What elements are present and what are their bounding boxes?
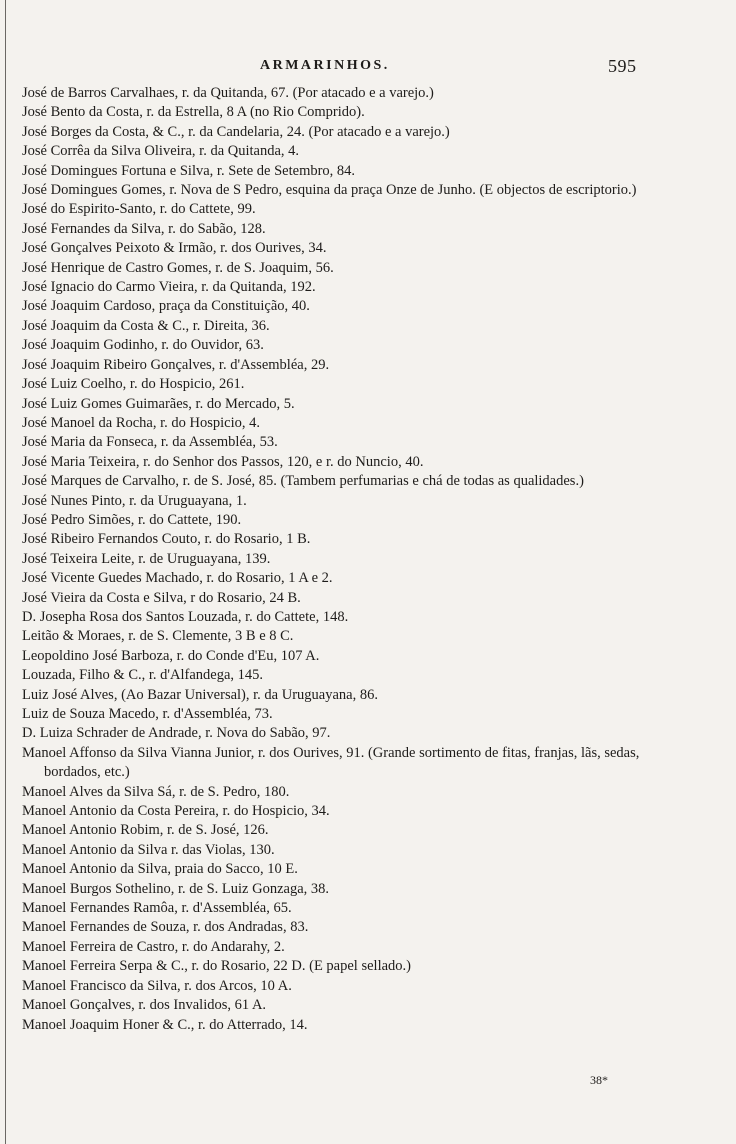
directory-entry: José Maria Teixeira, r. do Senhor dos Passos, 120, e r. do Nuncio, 40. [22,453,424,470]
directory-entry: José Joaquim Cardoso, praça da Constituição, 40. [22,298,310,315]
directory-entry: José Vicente Guedes Machado, r. do Rosario, 1 A e 2. [22,570,333,587]
directory-entry: José Joaquim da Costa & C., r. Direita, 36. [22,317,270,334]
directory-entry: José Bento da Costa, r. da Estrella, 8 A (no Rio Comprido). [22,104,365,121]
directory-entry: Manoel Antonio da Costa Pereira, r. do Hospicio, 34. [22,803,330,820]
directory-entry: Manoel Burgos Sothelino, r. de S. Luiz Gonzaga, 38. [22,880,330,897]
directory-entry: D. Josepha Rosa dos Santos Louzada, r. do Cattete, 148. [22,608,349,625]
directory-entry: José Vieira da Costa e Silva, r do Rosario, 24 B. [22,589,301,606]
directory-entry: Manoel Fernandes Ramôa, r. d'Assembléa, 65. [22,900,292,917]
directory-entry: José Ignacio do Carmo Vieira, r. da Quitanda, 192. [22,279,316,296]
directory-entry: Leopoldino José Barboza, r. do Conde d'Eu, 107 A. [22,647,320,664]
directory-entry: Manoel Joaquim Honer & C., r. do Atterrado, 14. [22,1016,308,1033]
directory-entry: Luiz José Alves, (Ao Bazar Universal), r. da Uruguayana, 86. [22,686,378,703]
directory-entry: Manoel Ferreira Serpa & C., r. do Rosario, 22 D. (E papel sellado.) [22,958,411,975]
directory-entry: Manoel Alves da Silva Sá, r. de S. Pedro, 180. [22,783,290,800]
directory-entry: Luiz de Souza Macedo, r. d'Assembléa, 73. [22,706,273,722]
directory-entry: D. Luiza Schrader de Andrade, r. Nova do Sabão, 97. [22,725,331,742]
directory-entry: José Corrêa da Silva Oliveira, r. da Quitanda, 4. [22,143,300,160]
directory-entry: José Nunes Pinto, r. da Uruguayana, 1. [22,492,247,509]
directory-entry: José Marques de Carvalho, r. de S. José, 85. (Tambem perfumarias e chá de todas as qualidades.) [22,473,584,490]
page-edge-rule [5,0,6,1144]
directory-entry: José Pedro Simões, r. do Cattete, 190. [22,511,242,528]
directory-entry: José Manoel da Rocha, r. do Hospicio, 4. [22,414,261,431]
directory-entry: Leitão & Moraes, r. de S. Clemente, 3 B e 8 C. [22,628,294,645]
directory-entry: Manoel Antonio da Silva, praia do Sacco, 10 E. [22,861,298,878]
directory-entry: Manoel Gonçalves, r. dos Invalidos, 61 A. [22,997,267,1014]
directory-entry: José Luiz Gomes Guimarães, r. do Mercado, 5. [22,395,295,412]
page-number: 595 [608,56,637,76]
directory-entry: José Domingues Gomes, r. Nova de S Pedro, esquina da praça Onze de Junho. (E objectos de escriptorio.) [22,182,637,199]
directory-entry: Manoel Ferreira de Castro, r. do Andarahy, 2. [22,938,285,955]
directory-entry: José Fernandes da Silva, r. do Sabão, 128. [22,220,266,237]
directory-entry: José Gonçalves Peixoto & Irmão, r. dos Ourives, 34. [22,240,327,257]
directory-entry: Manoel Antonio da Silva r. das Violas, 130. [22,841,275,858]
directory-entry: José Joaquim Ribeiro Gonçalves, r. d'Assembléa, 29. [22,356,330,373]
directory-entry: Louzada, Filho & C., r. d'Alfandega, 145. [22,667,264,684]
directory-entry: José Teixeira Leite, r. de Uruguayana, 139. [22,550,271,567]
directory-entry: José Luiz Coelho, r. do Hospicio, 261. [22,376,245,393]
directory-entry: Manoel Antonio Robim, r. de S. José, 126. [22,822,269,839]
running-title: ARMARINHOS. [260,58,390,73]
directory-entry: José Domingues Fortuna e Silva, r. Sete de Setembro, 84. [22,162,356,179]
directory-entry: José Maria da Fonseca, r. da Assembléa, 53. [22,434,278,451]
directory-entry: José Borges da Costa, & C., r. da Candelaria, 24. (Por atacado e a varejo.) [22,123,450,140]
directory-entry: Manoel Fernandes de Souza, r. dos Andradas, 83. [22,919,309,936]
directory-entry: José de Barros Carvalhaes, r. da Quitanda, 67. (Por atacado e a varejo.) [22,85,434,101]
directory-entry: Manoel Francisco da Silva, r. dos Arcos, 10 A. [22,977,292,994]
signature-mark: 38* [590,1073,608,1087]
directory-entry: José Joaquim Godinho, r. do Ouvidor, 63. [22,337,264,354]
directory-entry: José do Espirito-Santo, r. do Cattete, 99. [22,201,256,218]
directory-entry: Manoel Affonso da Silva Vianna Junior, r. dos Ourives, 91. (Grande sortimento de fitas, franjas, lãs, sedas, bordados, etc.) [22,744,640,781]
directory-list [22,84,662,1035]
directory-entry: José Ribeiro Fernandos Couto, r. do Rosario, 1 B. [22,531,311,548]
directory-entry: José Henrique de Castro Gomes, r. de S. Joaquim, 56. [22,259,334,276]
